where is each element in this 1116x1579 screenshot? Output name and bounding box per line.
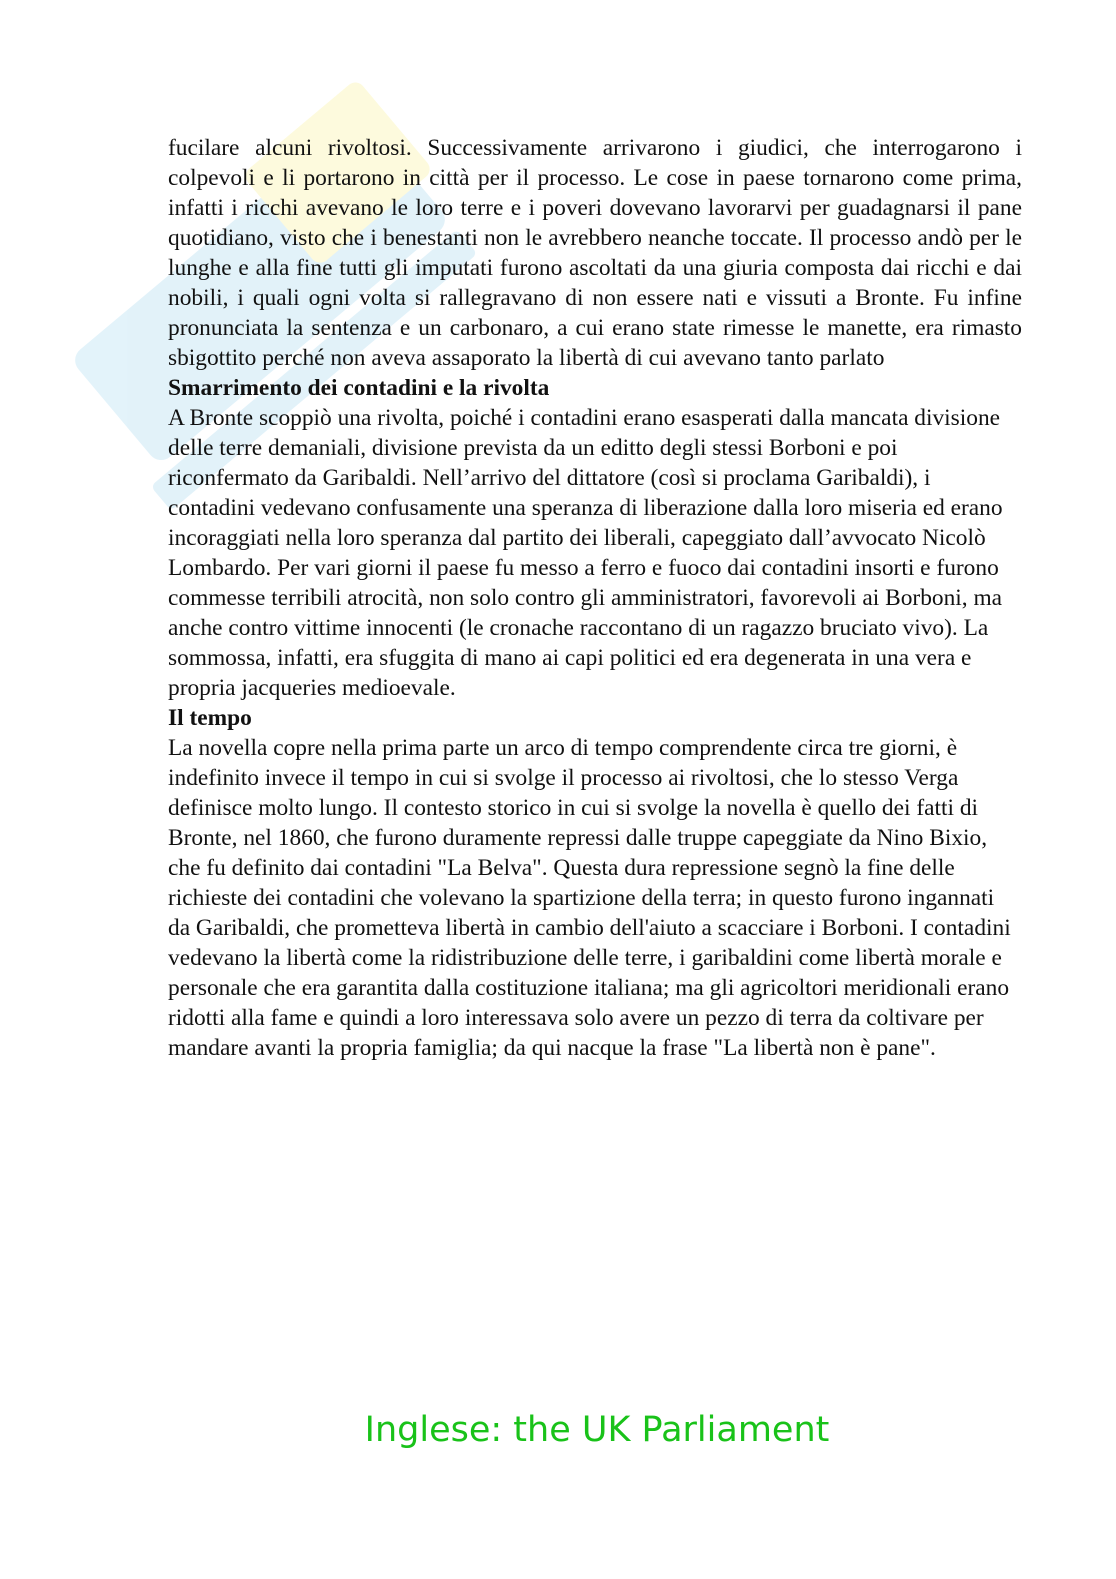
section-heading-revolt: Smarrimento dei contadini e la rivolta bbox=[168, 375, 550, 401]
paragraph-time: La novella copre nella prima parte un arco di tempo comprendente circa tre giorni, è indefinito invece il tempo in cui si svolge il processo ai rivoltosi, che lo stesso Verga definisce molto lungo. Il contesto storico in cui si svolge la novella è quello dei fatti di Bronte, nel 1860, che furono duramente repressi dalle truppe capeggiate da Nino Bixio, che fu definito dai contadini "La Belva". Questa dura repressione segnò la fine delle richieste dei contadini che volevano la spartizione della terra; in questo furono ingannati da Garibaldi, che prometteva libertà in cambio dell'aiuto a scacciare i Borboni. I contadini vedevano la libertà come la ridistribuzione delle terre, i garibaldini come libertà morale e personale che era garantita dalla costituzione italiana; ma gli agricoltori meridionali erano ridotti alla fame e quindi a loro interessava solo avere un pezzo di terra da coltivare per mandare avanti la propria famiglia; da qui nacque la frase "La libertà non è pane". bbox=[168, 735, 1011, 1061]
footer-related-link[interactable]: Inglese: the UK Parliament bbox=[364, 1410, 830, 1450]
section-heading-time: Il tempo bbox=[168, 705, 252, 731]
paragraph-revolt: A Bronte scoppiò una rivolta, poiché i contadini erano esasperati dalla mancata divisione delle terre demaniali, divisione prevista da un editto degli stessi Borboni e poi riconfermato da Garibaldi. Nell’arrivo del dittatore (così si proclama Garibaldi), i contadini vedevano confusamente una speranza di liberazione dalla loro miseria ed erano incoraggiati nella loro speranza dal partito dei liberali, capeggiato dall’avvocato Nicolò Lombardo. Per vari giorni il paese fu messo a ferro e fuoco dai contadini insorti e furono commesse terribili atrocità, non solo contro gli amministratori, favorevoli ai Borboni, ma anche contro vittime innocenti (le cronache raccontano di un ragazzo bruciato vivo). La sommossa, infatti, era sfuggita di mano ai capi politici ed era degenerata in una vera e propria jacqueries medioevale. bbox=[168, 405, 1003, 701]
paragraph-trial: fucilare alcuni rivoltosi. Successivamente arrivarono i giudici, che interrogarono i colpevoli e li portarono in città per il processo. Le cose in paese tornarono come prima, infatti i ricchi avevano le loro terre e i poveri dovevano lavorarvi per guadagnarsi il pane quotidiano, visto che i benestanti non le avrebbero neanche toccate. Il processo andò per le lunghe e alla fine tutti gli imputati furono ascoltati da una giuria composta dai ricchi e dai nobili, i quali ogni volta si rallegravano di non essere nati e vissuti a Bronte. Fu infine pronunciata la sentenza e un carbonaro, a cui erano state rimesse le manette, era rimasto sbigottito perché non aveva assaporato la libertà di cui avevano tanto parlato bbox=[168, 135, 1022, 371]
document-body bbox=[168, 133, 1022, 1063]
